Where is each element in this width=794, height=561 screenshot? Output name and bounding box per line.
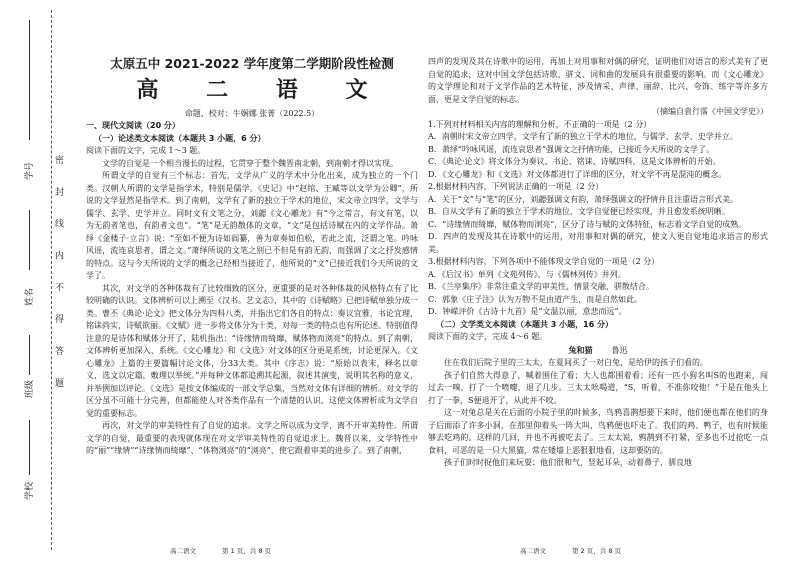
right-column <box>428 56 768 470</box>
school-line <box>29 420 30 475</box>
option: A．《后汉书》单列《文苑列传》，与《儒林列传》并列。 <box>428 269 626 279</box>
option: D．四声的发现及其在诗歌中的运用，对用事和对偶的研究，使文人更自觉地追求语言的形式美。 <box>428 232 768 254</box>
exam-title: 太原五中 2021-2022 学年度第二学期阶段性检测 <box>110 56 394 71</box>
school-label: 学校 <box>25 481 35 500</box>
instructions: 阅读下面的文字，完成 4～6 题。 <box>428 332 548 341</box>
story-paragraph: 孩子们自然大得意了，喊着围住了看；大人也都围着看；还有一匹小狗名叫S的也跑来，闯过去一嗅，打了一个喷嚏，退了几步。三太太吆喝道，“S，听着，不准你咬他！”于是在他头上打了一拳，S便退开了，从此并不咬。 <box>428 370 768 405</box>
option: A．关于“文”与“笔”的区分，刘勰强调文有韵，萧绎强调文的抒情并且注重语言形式美。 <box>428 194 739 204</box>
option: D．《文心雕龙》和《文选》对文体都进行了详细的区分，对文学不再是混沌的概念。 <box>428 169 727 179</box>
option: A．南朝时宋文帝立四学，文学有了新的独立于学术的地位，与儒学、玄学、史学并立。 <box>428 132 738 141</box>
subsection-heading: （二）文学类文本阅读（本题共 3 小题，16 分） <box>436 319 614 329</box>
passage-paragraph: 文学的自觉是一个相当漫长的过程，它贯穿于整个魏晋南北朝，到南朝才得以实现。 <box>102 158 398 168</box>
passage-paragraph: 四声的发现及其在诗歌中的运用，再加上对用事和对偶的研究，证明他们对语言的形式美有了更自觉的追求，这对中国文学包括诗歌、骈文、词和曲的发展具有很重要的影响。而《文心雕龙》的文学理论和对于文学作品的艺术特征，涉及情采、声律、丽辞、比兴、夸饰、练字等许多方面，更是文学自觉的标志。 <box>428 57 768 104</box>
exam-info: 命题、校对：牛娴娜 张菁（2022.5） <box>184 109 320 118</box>
question-2: 2.根据材料内容，下列说法正确的一项是（2 分） <box>428 182 604 191</box>
story-heading <box>428 344 768 358</box>
passage-paragraph: 所谓文学的自觉有三个标志：首先，文学从广义的学术中分化出来，成为独立的一个门类。汉朝人所谓的文学是指学术，特别是儒学。《史记》中“赵绾、王臧等以文学为公卿”，所说的文学显然是指学术。到了南朝，文学有了新的独立于学术的地位，宋文帝立四学，文学与儒学、玄学、史学并立。同时文有文笔之分，刘勰《文心雕龙》有“今之常言，有文有笔，以为无韵者笔也，有韵者文也”。“笔”是无韵散体的文章，“文”是包括诗赋在内的文学作品。萧绎《金楼子·立言》说：“至如不便为诗如阎纂，善为章奏如伯松，若此之流，泛谓之笔。吟咏风谣，流连哀思者，谓之文。”萧绎所说的文笔之别已不但是有韵无韵，而强调了文之抒发感情的特点。这与今天所说的文学的概念已经相当接近了，他所说的“文”已接近我们今天所说的文学了。 <box>86 171 418 280</box>
subsection-heading: （一）论述类文本阅读（本题共 3 小题，6 分） <box>94 133 266 143</box>
left-column <box>86 56 418 458</box>
name-line <box>29 210 30 270</box>
story-paragraph: 孩子们时时捉他们来玩耍；他们很和气，竖起耳朵，动着鼻子，驯良地 <box>444 458 692 467</box>
option: C．《典论·论文》将文体分为奏议、书论、铭诔、诗赋四科，这是文体辨析的开始。 <box>428 157 721 166</box>
student-id-label: 学号 <box>25 161 35 180</box>
question-3: 3.根据材料内容，下列各项中不能体现文学自觉的一项是（2 分） <box>428 257 660 266</box>
page-footer-right: 高二语文 第 2 页，共 8 页 <box>520 547 622 555</box>
story-title: 兔和猫 <box>568 344 593 355</box>
option: B．萧绎“吟咏风谣，流连哀思者”强调文之抒情功能，已接近今天所说的文学了。 <box>428 144 715 154</box>
story-paragraph: 这一对兔总是关在后面的小院子里的时候多，鸟鸦喜鹊想要下来时，他们便也都在他们的身子后面添了许多小洞，在那里仰着头一阵大叫，鸟鸦便也吓走了。我们的鸡、鸭子，也有时候能够去吃鸡的。这样的几回，并也不再被吃去了。三太太说，鸦鹊到不打紧，至多也不过抢吃一点食料，可恶的是一只大黑猫，常在矮墙上恶狠狠地看，这却要防的。 <box>428 408 768 455</box>
student-id-line <box>29 20 30 140</box>
passage-paragraph: 其次，对文学的各种体裁有了比较细致的区分，更重要的是对各种体裁的风格特点有了比较明确的认识。文体辨析可以上溯至《汉书。艺文志》，其中的《诗赋略》已把诗赋单独分成一类。曹丕《典论·论文》把文体分为四科八类，并指出它们各自的特点：奏议宜雅，书论宜理，铭诔尚实，诗赋欲丽。《文赋》进一步将文体分为十类，对每一类的特点也有所论述。特别值得注意的是诗体和赋体分开了，陆机指出：“诗缘情而绮靡，赋体物而浏亮”的特点。到了南朝，文体辨析更加深入、系统。《文心雕龙》和《文选》对文体的区分更是系统，讨论更深入。《文心雕龙》上篇的主要篇幅讨论文体，分33大类。其中《序志》说：“原始以表末，释名以章义，选文以定篇，敷理以举统。”并每种文体都追溯其起源，叙述其演变，说明其名称的意义，并举例加以评论。《文选》是按文体编成的一部文学总集，当然对文体有详细的辨析。对文学的区分虽不可能十分完善，但都能使人对各类作品有一个清楚的认识，这使文体辨析成为文学自觉的重要标志。 <box>86 283 418 418</box>
page-footer-left: 高二语文 第 1 页，共 8 页 <box>170 547 272 555</box>
class-line <box>29 335 30 375</box>
binding-margin <box>0 0 80 561</box>
option: B．自从文学有了新的独立于学术的地位，文学自觉便已经实现，并且愈发系统明晰。 <box>428 207 730 216</box>
option: C．郭象《庄子注》认为万物不是由道产生，而是自然如此。 <box>428 294 643 304</box>
seal-line <box>51 10 52 550</box>
name-label: 姓名 <box>25 287 35 306</box>
passage-source: （摘编自袁行霈《中国文学史》） <box>652 107 768 116</box>
story-author: 鲁迅 <box>611 345 628 355</box>
option: B．《兰亭集序》非常注重文学的审美性，情景交融，骈散结合。 <box>428 282 654 291</box>
question-1: 1.下列对材料相关内容的理解和分析，不正确的一项是（2 分） <box>428 119 652 129</box>
class-label: 班级 <box>25 379 35 398</box>
story-paragraph: 住在我们后院子里的三太太，在夏间买了一对白兔，是给伊的孩子们看的。 <box>444 358 708 367</box>
option: C．“诗缘情而绮靡，赋体物而浏亮”，区分了诗与赋的文体特征，标志着文学自觉的成熟。 <box>428 219 747 229</box>
section-heading: 一、现代文阅读（20 分） <box>86 121 180 130</box>
option: D．钟嵘评价《古诗十九首》是“文温以丽，意悲而远”。 <box>428 307 627 316</box>
passage-paragraph: 再次，对文学的审美特性有了自觉的追求。文学之所以成为文学，离不开审美特性。所谓文学的自觉，最重要的表现就体现在对文学审美特性的自觉追求上。魏晋以来，文学特性中的“丽”“缘情”“诗缘情而绮靡”、“体物浏亮”的“浏亮”，使它跟着审美的进步了。到了南朝， <box>86 421 418 455</box>
seal-text: 密 封 线 内 不 得 答 题 <box>53 155 63 398</box>
exam-subject: 高 二 语 文 <box>136 77 388 103</box>
instructions: 阅读下面的文字，完成 1～3 题。 <box>86 146 206 155</box>
